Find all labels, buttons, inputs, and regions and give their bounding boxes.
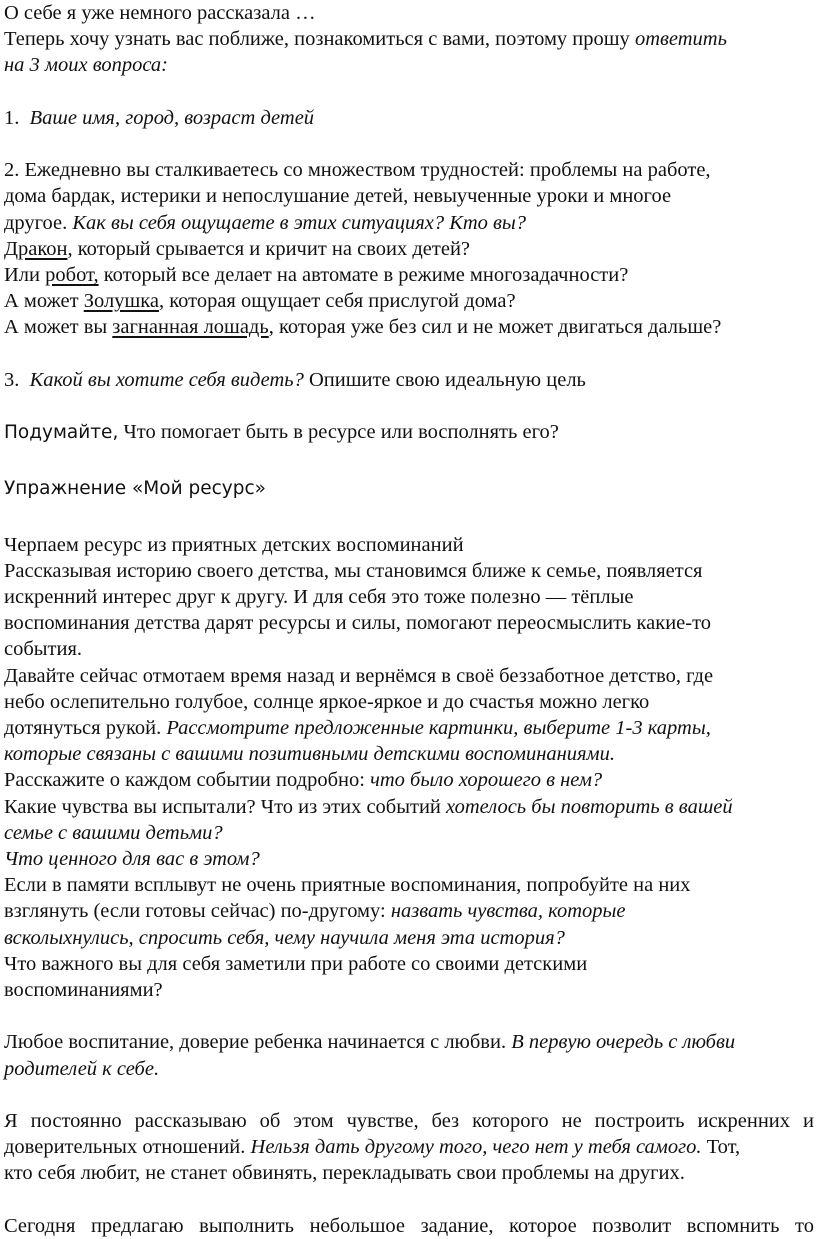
exercise-title-text: Упражнение «Мой ресурс» [4,478,266,500]
question-text: Ваше имя, город, возраст детей [29,106,315,129]
paragraph-text: искренний интерес друг к другу. И для себя это тоже полезно — тёплые [4,586,634,608]
exercise-title [4,475,814,502]
paragraph-text: Какие чувства вы испытали? Что из этих событий [4,795,447,818]
paragraph-text: Расскажите о каждом событии подробно: [4,769,371,792]
think-text: Что помогает быть в ресурсе или восполнять его? [118,421,559,444]
question-2-line [4,183,814,209]
option-horse-link[interactable]: загнанная лошадь [112,316,269,339]
question-italic: Какой вы хотите себя видеть? [29,368,304,391]
think-line [4,419,814,446]
paragraph-italic: хотелось бы повторить в вашей [446,795,733,818]
paragraph-line [4,1056,814,1082]
question-number: 3. [4,368,20,391]
question-text: другое. [4,211,73,234]
paragraph-line [4,794,814,820]
paragraph-line [4,1213,814,1239]
paragraph-italic: В первую очередь с любви [511,1031,736,1054]
option-cinderella [4,288,814,314]
paragraph-line [4,610,814,636]
paragraph-text: Сегодня предлагаю выполнить небольшое задание, которое позволит вспомнить то [4,1214,814,1237]
option-prefix: А может вы [4,316,113,339]
paragraph-line [4,1134,814,1160]
paragraph-line [4,1160,814,1186]
paragraph-line [4,1029,814,1055]
paragraph-line [4,558,814,584]
question-3 [4,367,814,393]
paragraph-text: воспоминаниями? [4,979,163,1002]
paragraph-line [4,951,814,977]
paragraph-text: события. [4,638,83,661]
paragraph-line [4,977,814,1003]
option-dragon [4,236,814,262]
paragraph-italic: всколыхнулись, спросить себя, чему научила меня эта история? [4,926,565,949]
question-2-line [4,157,814,183]
intro-line [4,0,814,26]
option-text: , которая уже без сил и не может двигаться дальше? [268,316,722,339]
paragraph-line [4,741,814,767]
intro-text: О себе я уже немного рассказала … [4,2,316,24]
paragraph-text: Давайте сейчас отмотаем время назад и вернёмся в своё беззаботное детство, где [4,664,714,687]
intro-italic: на 3 моих вопроса: [4,54,168,77]
option-text: который все делает на автомате в режиме многозадачности? [98,264,629,286]
paragraph-italic: которые связаны с вашими позитивными детскими воспоминаниями. [4,743,616,766]
question-text: Опишите свою идеальную цель [303,368,586,391]
intro-text: Теперь хочу узнать вас поближе, познакомиться с вами, поэтому прошу [4,28,635,51]
paragraph-line [4,689,814,715]
paragraph-line [4,767,814,793]
paragraph-text: небо ослепительно голубое, солнце яркое-яркое и до счастья можно легко [4,690,650,713]
paragraph-italic: что было хорошего в нем? [370,769,603,792]
option-text: , которая ощущает себя прислугой дома? [158,290,516,313]
paragraph-italic: Рассмотрите предложенные картинки, выберите 1-3 карты, [166,717,711,740]
paragraph-line [4,715,814,741]
paragraph-italic: Что ценного для вас в этом? [4,848,260,871]
intro-line [4,52,814,78]
option-text: , который срывается и кричит на своих детей? [67,237,471,260]
paragraph-text: кто себя любит, не станет обвинять, перекладывать свои проблемы на других. [4,1162,685,1185]
intro-italic: ответить [634,28,727,51]
paragraph-line [4,1108,814,1134]
paragraph-line [4,925,814,951]
option-cinderella-link[interactable]: Золушка [83,290,159,313]
paragraph-line [4,846,814,872]
paragraph-text: Что важного вы для себя заметили при работе со своими детскими [4,952,588,975]
question-1 [4,105,814,131]
question-2-line [4,210,814,236]
paragraph-text: дотянуться рукой. [4,717,167,740]
question-text: 2. Ежедневно вы сталкиваетесь со множеством трудностей: проблемы на работе, [4,159,711,182]
paragraph-line [4,584,814,610]
option-robot-link[interactable]: робот, [45,264,99,286]
paragraph-line [4,898,814,924]
question-number: 1. [4,106,20,129]
paragraph-line [4,872,814,898]
paragraph-italic: назвать чувства, которые [390,900,626,923]
paragraph-text: взглянуть (если готовы сейчас) по-другому: [4,900,391,923]
paragraph-line [4,663,814,689]
paragraph-italic: Нельзя дать другому того, чего нет у тебя самого. [250,1136,702,1159]
question-text: дома бардак, истерики и непослушание детей, невыученные уроки и многое [4,185,672,208]
paragraph-italic: семье с вашими детьми? [4,821,223,844]
question-italic: Как вы себя ощущаете в этих ситуациях? Кто вы? [72,211,527,234]
intro-line [4,26,814,52]
paragraph-line [4,820,814,846]
paragraph-text: Если в памяти всплывут не очень приятные воспоминания, попробуйте на них [4,874,691,897]
paragraph-text: Черпаем ресурс из приятных детских воспоминаний [4,533,464,556]
option-horse [4,314,814,340]
paragraph-line [4,532,814,558]
option-dragon-link[interactable]: Дракон [4,237,68,260]
paragraph-text: Я постоянно рассказываю об этом чувстве, без которого не построить искренних и [4,1110,814,1133]
paragraph-line [4,636,814,662]
paragraph-text: Любое воспитание, доверие ребенка начинается с любви. [4,1031,512,1054]
option-robot [4,262,814,288]
paragraph-italic: родителей к себе. [4,1057,160,1080]
paragraph-text: доверительных отношений. [4,1136,251,1159]
paragraph-text: воспоминания детства дарят ресурсы и силы, помогают переосмыслить какие-то [4,612,712,635]
option-prefix: А может [4,290,84,313]
paragraph-text: Рассказывая историю своего детства, мы становимся ближе к семье, появляется [4,559,703,582]
option-prefix: Или [4,264,46,286]
paragraph-text: Тот, [701,1136,741,1159]
think-label: Подумайте, [4,422,119,444]
document-page [4,0,814,1239]
